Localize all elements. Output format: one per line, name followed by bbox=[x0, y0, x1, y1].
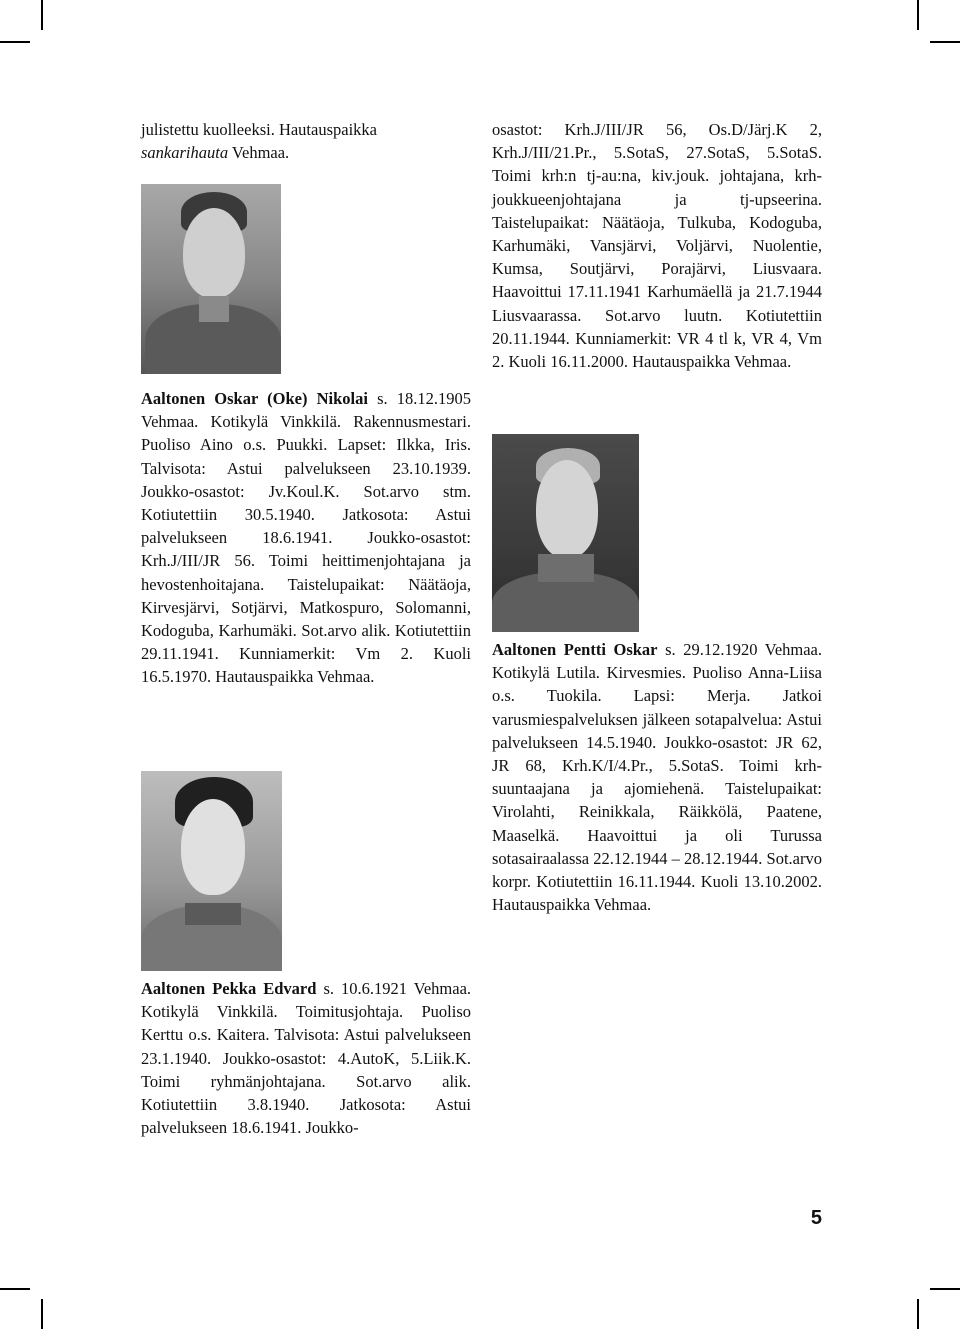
crop-mark bbox=[930, 41, 960, 43]
entry-pekka-continuation bbox=[492, 118, 822, 373]
photo-collar bbox=[185, 903, 241, 925]
entry-name: Aaltonen Pekka Edvard bbox=[141, 979, 317, 998]
crop-mark bbox=[0, 41, 30, 43]
entry-pekka bbox=[141, 977, 471, 1139]
entry-text: s. 10.6.1921 Vehmaa. Kotikylä Vinkkilä. Toimitusjohtaja. Puoliso Kerttu o.s. Kaitera. Talvisota: Astui palvelukseen 23.1.1940. Joukko-osastot: 4.AutoK, 5.Liik.K. Toimi ryhmänjohtajana. Sot.arvo alik. Kotiutettiin 3.8.1940. Jatkosota: Astui palvelukseen 18.6.1941. Joukko- bbox=[141, 979, 472, 1138]
entry-text: s. 29.12.1920 Vehmaa. Kotikylä Lutila. Kirvesmies. Puoliso Anna-Liisa o.s. Tuokila. Lapsi: Merja. Jatkoi varusmiespalveluksen jälkeen sotapalvelua: Astui palvelukseen 14.5.1940. Joukko-osastot: JR 62, JR 68, Krh.K/I/4.Pr., 5.SotaS. Toimi krh-suuntaajana ja ajomiehenä. Taistelupaikat: Virolahti, Reinikkala, Räikkölä, Paatene, Maaselkä. Haavoittui ja oli Turussa sotasairaalassa 22.12.1944 – 28.12.1944. Sot.arvo korpr. Kotiutettiin 16.11.1944. Kuoli 13.10.2002. Hautauspaikka Vehmaa. bbox=[492, 640, 822, 915]
intro-rest: Vehmaa. bbox=[228, 143, 290, 163]
crop-mark bbox=[917, 0, 919, 30]
crop-mark bbox=[41, 1299, 43, 1329]
entry-text: s. 18.12.1905 Vehmaa. Kotikylä Vinkkilä. Rakennusmestari. Puoliso Aino o.s. Puukki. Lapset: Ilkka, Iris. Talvisota: Astui palvelukseen 23.10.1939. Joukko-osastot: Jv.Koul.K. Sot.arvo stm. Kotiutettiin 30.5.1940. Jatkosota: Astui palvelukseen 18.6.1941. Joukko-osastot: Krh.J/III/JR 56. Toimi heittimenjohtajana ja hevostenhoitajana. Taistelupaikat: Näätäoja, Kirvesjärvi, Sotjärvi, Matkospuro, Solomanni, Kodoguba, Karhumäki. Sot.arvo alik. Kotiutettiin 29.11.1941. Kunniamerkit: Vm 2. Kuoli 16.5.1970. Hautauspaikka Vehmaa. bbox=[141, 389, 472, 687]
continuation-text: osastot: Krh.J/III/JR 56, Os.D/Järj.K 2, Krh.J/III/21.Pr., 5.SotaS, 27.SotaS, 5.SotaS. Toimi krh:n tj-au:na, kiv.jouk. johtajana, krh-joukkueenjohtajana ja tj-upseerina. Taistelupaikat: Näätäoja, Tulkuba, Kodoguba, Karhumäki, Vansjärvi, Voljärvi, Nuolentie, Kumsa, Soutjärvi, Porajärvi, Liusvaara. Haavoittui 17.11.1941 Karhumäellä ja 21.7.1944 Liusvaarassa. Sot.arvo luutn. Kotiutettiin 20.11.1944. Kunniamerkit: VR 4 tl k, VR 4, Vm 2. Kuoli 16.11.2000. Hautauspaikka Vehmaa. bbox=[492, 120, 822, 372]
intro-line: julistettu kuolleeksi. Hautauspaikka bbox=[141, 120, 377, 139]
photo-collar bbox=[538, 554, 594, 582]
portrait-photo-oskar bbox=[141, 184, 281, 374]
left-intro bbox=[141, 118, 471, 164]
entry-pentti bbox=[492, 638, 822, 916]
photo-face bbox=[181, 799, 245, 895]
photo-face bbox=[183, 208, 245, 298]
intro-italic: sankarihauta bbox=[141, 143, 229, 163]
page-number: 5 bbox=[810, 1207, 822, 1229]
portrait-photo-pentti bbox=[492, 434, 639, 632]
crop-mark bbox=[0, 1288, 30, 1290]
crop-mark bbox=[930, 1288, 960, 1290]
entry-oskar bbox=[141, 387, 471, 689]
portrait-photo-pekka bbox=[141, 771, 282, 971]
crop-mark bbox=[41, 0, 43, 30]
crop-mark bbox=[917, 1299, 919, 1329]
photo-collar bbox=[199, 296, 229, 322]
photo-face bbox=[536, 460, 598, 558]
entry-name: Aaltonen Pentti Oskar bbox=[492, 640, 658, 659]
entry-name: Aaltonen Oskar (Oke) Nikolai bbox=[141, 389, 368, 408]
